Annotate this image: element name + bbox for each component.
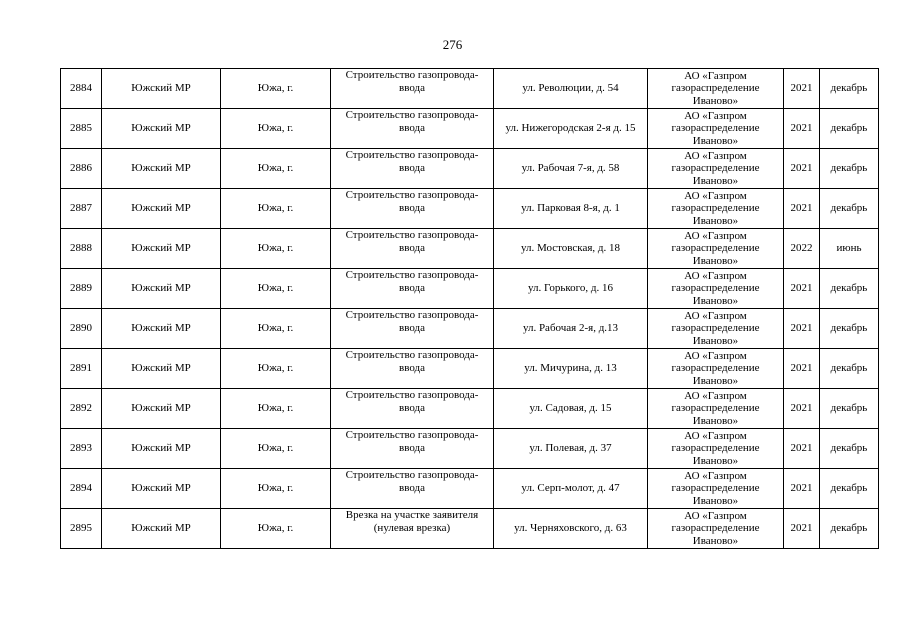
month-cell: декабрь bbox=[820, 429, 879, 469]
row-number-cell: 2890 bbox=[61, 309, 102, 349]
address-cell: ул. Садовая, д. 15 bbox=[494, 389, 648, 429]
district-cell: Южский МР bbox=[102, 269, 221, 309]
organization-line: Иваново» bbox=[692, 174, 739, 187]
address-cell: ул. Серп-молот, д. 47 bbox=[494, 469, 648, 509]
table-row bbox=[61, 509, 879, 549]
year-cell: 2021 bbox=[784, 349, 820, 389]
organization-line: Иваново» bbox=[692, 294, 739, 307]
year-cell: 2022 bbox=[784, 229, 820, 269]
year-cell: 2021 bbox=[784, 189, 820, 229]
work-type-cell: Строительство газопровода-ввода bbox=[331, 469, 494, 509]
row-number-cell: 2887 bbox=[61, 189, 102, 229]
organization-line: газораспределение bbox=[671, 362, 760, 375]
district-cell: Южский МР bbox=[102, 229, 221, 269]
locality-cell: Южа, г. bbox=[221, 469, 331, 509]
month-cell: декабрь bbox=[820, 469, 879, 509]
locality-cell: Южа, г. bbox=[221, 389, 331, 429]
district-cell: Южский МР bbox=[102, 349, 221, 389]
month-cell: декабрь bbox=[820, 349, 879, 389]
organization-line: АО «Газпром bbox=[684, 229, 747, 242]
table-row bbox=[61, 109, 879, 149]
organization-cell bbox=[648, 389, 784, 429]
table-row bbox=[61, 229, 879, 269]
year-cell: 2021 bbox=[784, 309, 820, 349]
organization-line: АО «Газпром bbox=[684, 469, 747, 482]
row-number-cell: 2888 bbox=[61, 229, 102, 269]
organization-cell bbox=[648, 349, 784, 389]
organization-cell bbox=[648, 309, 784, 349]
registry-table bbox=[60, 68, 879, 549]
locality-cell: Южа, г. bbox=[221, 429, 331, 469]
table-row bbox=[61, 429, 879, 469]
district-cell: Южский МР bbox=[102, 469, 221, 509]
organization-line: АО «Газпром bbox=[684, 309, 747, 322]
organization-line: Иваново» bbox=[692, 334, 739, 347]
organization-line: газораспределение bbox=[671, 202, 760, 215]
work-type-cell: Строительство газопровода-ввода bbox=[331, 229, 494, 269]
address-cell: ул. Мичурина, д. 13 bbox=[494, 349, 648, 389]
work-type-cell: Врезка на участке заявителя (нулевая врезка) bbox=[331, 509, 494, 549]
locality-cell: Южа, г. bbox=[221, 109, 331, 149]
organization-cell bbox=[648, 149, 784, 189]
district-cell: Южский МР bbox=[102, 389, 221, 429]
organization-line: АО «Газпром bbox=[684, 109, 747, 122]
organization-line: АО «Газпром bbox=[684, 389, 747, 402]
locality-cell: Южа, г. bbox=[221, 149, 331, 189]
organization-line: АО «Газпром bbox=[684, 189, 747, 202]
district-cell: Южский МР bbox=[102, 149, 221, 189]
organization-line: газораспределение bbox=[671, 282, 760, 295]
month-cell: декабрь bbox=[820, 309, 879, 349]
organization-line: газораспределение bbox=[671, 442, 760, 455]
work-type-cell: Строительство газопровода-ввода bbox=[331, 109, 494, 149]
locality-cell: Южа, г. bbox=[221, 69, 331, 109]
organization-cell bbox=[648, 469, 784, 509]
table-row bbox=[61, 349, 879, 389]
organization-line: газораспределение bbox=[671, 122, 760, 135]
organization-line: газораспределение bbox=[671, 162, 760, 175]
organization-line: газораспределение bbox=[671, 522, 760, 535]
organization-cell bbox=[648, 189, 784, 229]
month-cell: декабрь bbox=[820, 269, 879, 309]
year-cell: 2021 bbox=[784, 429, 820, 469]
year-cell: 2021 bbox=[784, 269, 820, 309]
year-cell: 2021 bbox=[784, 149, 820, 189]
work-type-cell: Строительство газопровода-ввода bbox=[331, 389, 494, 429]
address-cell: ул. Парковая 8-я, д. 1 bbox=[494, 189, 648, 229]
month-cell: декабрь bbox=[820, 149, 879, 189]
organization-line: газораспределение bbox=[671, 402, 760, 415]
organization-cell bbox=[648, 109, 784, 149]
address-cell: ул. Рабочая 2-я, д.13 bbox=[494, 309, 648, 349]
page-number: 276 bbox=[442, 37, 463, 52]
work-type-cell: Строительство газопровода-ввода bbox=[331, 429, 494, 469]
organization-line: АО «Газпром bbox=[684, 269, 747, 282]
table-body bbox=[61, 69, 879, 549]
organization-line: Иваново» bbox=[692, 374, 739, 387]
year-cell: 2021 bbox=[784, 109, 820, 149]
organization-line: Иваново» bbox=[692, 94, 739, 107]
organization-cell bbox=[648, 229, 784, 269]
organization-line: Иваново» bbox=[692, 214, 739, 227]
organization-line: газораспределение bbox=[671, 82, 760, 95]
table-row bbox=[61, 389, 879, 429]
table-row bbox=[61, 69, 879, 109]
table-row bbox=[61, 309, 879, 349]
locality-cell: Южа, г. bbox=[221, 229, 331, 269]
year-cell: 2021 bbox=[784, 509, 820, 549]
address-cell: ул. Рабочая 7-я, д. 58 bbox=[494, 149, 648, 189]
row-number-cell: 2889 bbox=[61, 269, 102, 309]
work-type-cell: Строительство газопровода-ввода bbox=[331, 149, 494, 189]
organization-line: АО «Газпром bbox=[684, 69, 747, 82]
month-cell: декабрь bbox=[820, 389, 879, 429]
locality-cell: Южа, г. bbox=[221, 509, 331, 549]
row-number-cell: 2884 bbox=[61, 69, 102, 109]
organization-line: Иваново» bbox=[692, 134, 739, 147]
district-cell: Южский МР bbox=[102, 429, 221, 469]
row-number-cell: 2892 bbox=[61, 389, 102, 429]
district-cell: Южский МР bbox=[102, 109, 221, 149]
address-cell: ул. Полевая, д. 37 bbox=[494, 429, 648, 469]
table-row bbox=[61, 189, 879, 229]
month-cell: декабрь bbox=[820, 509, 879, 549]
address-cell: ул. Революции, д. 54 bbox=[494, 69, 648, 109]
organization-cell bbox=[648, 69, 784, 109]
locality-cell: Южа, г. bbox=[221, 189, 331, 229]
organization-line: газораспределение bbox=[671, 242, 760, 255]
district-cell: Южский МР bbox=[102, 69, 221, 109]
year-cell: 2021 bbox=[784, 389, 820, 429]
row-number-cell: 2894 bbox=[61, 469, 102, 509]
row-number-cell: 2886 bbox=[61, 149, 102, 189]
row-number-cell: 2895 bbox=[61, 509, 102, 549]
work-type-cell: Строительство газопровода-ввода bbox=[331, 269, 494, 309]
organization-line: газораспределение bbox=[671, 322, 760, 335]
district-cell: Южский МР bbox=[102, 189, 221, 229]
work-type-cell: Строительство газопровода-ввода bbox=[331, 69, 494, 109]
organization-cell bbox=[648, 509, 784, 549]
organization-line: Иваново» bbox=[692, 494, 739, 507]
organization-line: газораспределение bbox=[671, 482, 760, 495]
locality-cell: Южа, г. bbox=[221, 349, 331, 389]
row-number-cell: 2885 bbox=[61, 109, 102, 149]
organization-cell bbox=[648, 429, 784, 469]
locality-cell: Южа, г. bbox=[221, 269, 331, 309]
year-cell: 2021 bbox=[784, 69, 820, 109]
organization-line: Иваново» bbox=[692, 454, 739, 467]
address-cell: ул. Горького, д. 16 bbox=[494, 269, 648, 309]
row-number-cell: 2893 bbox=[61, 429, 102, 469]
address-cell: ул. Черняховского, д. 63 bbox=[494, 509, 648, 549]
table-row bbox=[61, 149, 879, 189]
organization-line: АО «Газпром bbox=[684, 429, 747, 442]
organization-line: АО «Газпром bbox=[684, 349, 747, 362]
table-row bbox=[61, 469, 879, 509]
work-type-cell: Строительство газопровода-ввода bbox=[331, 309, 494, 349]
organization-line: Иваново» bbox=[692, 254, 739, 267]
organization-line: Иваново» bbox=[692, 534, 739, 547]
month-cell: июнь bbox=[820, 229, 879, 269]
address-cell: ул. Нижегородская 2-я д. 15 bbox=[494, 109, 648, 149]
district-cell: Южский МР bbox=[102, 509, 221, 549]
month-cell: декабрь bbox=[820, 69, 879, 109]
table-row bbox=[61, 269, 879, 309]
organization-line: Иваново» bbox=[692, 414, 739, 427]
district-cell: Южский МР bbox=[102, 309, 221, 349]
organization-line: АО «Газпром bbox=[684, 149, 747, 162]
locality-cell: Южа, г. bbox=[221, 309, 331, 349]
month-cell: декабрь bbox=[820, 189, 879, 229]
work-type-cell: Строительство газопровода-ввода bbox=[331, 349, 494, 389]
row-number-cell: 2891 bbox=[61, 349, 102, 389]
month-cell: декабрь bbox=[820, 109, 879, 149]
organization-line: АО «Газпром bbox=[684, 509, 747, 522]
organization-cell bbox=[648, 269, 784, 309]
year-cell: 2021 bbox=[784, 469, 820, 509]
address-cell: ул. Мостовская, д. 18 bbox=[494, 229, 648, 269]
work-type-cell: Строительство газопровода-ввода bbox=[331, 189, 494, 229]
